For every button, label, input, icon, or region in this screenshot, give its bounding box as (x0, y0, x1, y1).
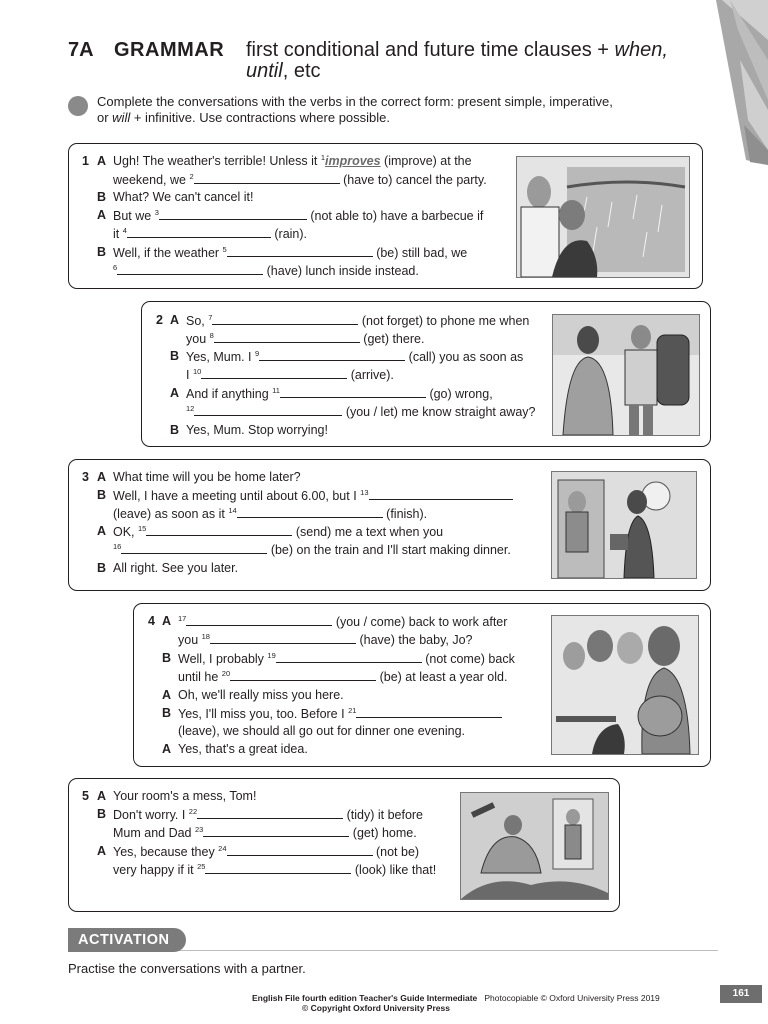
dialogue-line: $^{16}$ (be) on the train and I'll start making dinner. (113, 542, 511, 557)
answer-blank-7[interactable] (212, 311, 358, 325)
speaker-label: B (97, 807, 107, 821)
speaker-label: B (97, 245, 107, 259)
answer-blank-13[interactable] (369, 486, 513, 500)
dialogue-line: Yes, Mum. I $^9$ (call) you as soon as (186, 349, 524, 364)
speaker-label: B (97, 561, 107, 575)
speaker-label: A (170, 386, 180, 400)
activation-text: Practise the conversations with a partner. (68, 961, 306, 976)
speaker-label: A (162, 614, 172, 628)
dialogue-line: until he $^{20}$ (be) at least a year old. (178, 669, 508, 684)
illustration-messy-room (460, 792, 609, 900)
speaker-label: B (162, 651, 172, 665)
speaker-label: A (162, 688, 172, 702)
answer-blank-18[interactable] (210, 630, 356, 644)
speaker-label: A (170, 313, 180, 327)
answer-blank-2[interactable] (194, 170, 340, 184)
section-title: GRAMMAR (114, 39, 225, 61)
illustration-couple-at-door (551, 471, 697, 579)
dialogue-line: Well, if the weather $^5$ (be) still bad, we (113, 245, 468, 260)
dialogue-line: Well, I probably $^{19}$ (not come) back (178, 651, 515, 666)
dialogue-line: So, $^7$ (not forget) to phone me when (186, 313, 530, 328)
instruction-bullet-icon (68, 96, 88, 116)
answer-blank-5[interactable] (227, 243, 373, 257)
dialogue-line: Yes, that's a great idea. (178, 742, 308, 756)
dialogue-line: $^{17}$ (you / come) back to work after (178, 614, 508, 629)
speaker-label: A (97, 208, 107, 222)
dialogue-line: What? We can't cancel it! (113, 190, 254, 204)
answer-blank-4[interactable] (127, 224, 271, 238)
corner-fan-graphic (716, 0, 768, 165)
answer-blank-16[interactable] (121, 540, 267, 554)
dialogue-line: $^{12}$ (you / let) me know straight away? (186, 404, 536, 419)
page-heading (68, 39, 708, 82)
dialogue-line: Mum and Dad $^{23}$ (get) home. (113, 825, 417, 840)
dialogue-line: you $^{18}$ (have) the baby, Jo? (178, 632, 473, 647)
exercise-number: 2 (156, 313, 163, 327)
footer-copyright: © Copyright Oxford University Press (302, 1003, 450, 1013)
speaker-label: B (170, 349, 180, 363)
dialogue-line: Well, I have a meeting until about 6.00, but I $^{13}$ (113, 486, 513, 505)
illustration-office-colleagues (551, 615, 699, 755)
illustration-rainy-window (516, 156, 690, 278)
speaker-label: B (97, 488, 107, 502)
speaker-label: B (97, 190, 107, 204)
speaker-label: B (170, 423, 180, 437)
dialogue-line: OK, $^{15}$ (send) me a text when you (113, 524, 444, 539)
exercise-number: 5 (82, 789, 89, 803)
footer: English File fourth edition Teacher's Guide Intermediate Photocopiable © Oxford University Press 2019 (252, 993, 660, 1003)
dialogue-line: $^6$ (have) lunch inside instead. (113, 263, 419, 278)
answer-blank-20[interactable] (230, 667, 376, 681)
answer-blank-3[interactable] (159, 206, 307, 220)
example-answer: improves (324, 154, 381, 168)
dialogue-line: And if anything $^{11}$ (go) wrong, (186, 386, 493, 401)
illustration-mother-and-son (552, 314, 700, 436)
speaker-label: A (162, 742, 172, 756)
exercise-number: 1 (82, 154, 89, 168)
answer-blank-6[interactable] (117, 261, 263, 275)
exercise-4-panel (133, 603, 711, 767)
dialogue-line: Yes, Mum. Stop worrying! (186, 423, 328, 437)
answer-blank-10[interactable] (201, 365, 347, 379)
dialogue-line: Yes, because they $^{24}$ (not be) (113, 844, 420, 859)
exercise-1-panel (68, 143, 703, 289)
answer-blank-24[interactable] (227, 842, 373, 856)
dialogue-line: What time will you be home later? (113, 470, 301, 484)
speaker-label: A (97, 154, 107, 168)
exercise-3-panel (68, 459, 711, 591)
answer-blank-9[interactable] (259, 347, 405, 361)
grammar-topic: first conditional and future time clauses + when, until, etc (246, 39, 668, 82)
exercise-5-panel (68, 778, 620, 912)
answer-blank-19[interactable] (276, 649, 422, 663)
speaker-label: A (97, 789, 107, 803)
answer-blank-12[interactable] (194, 402, 342, 416)
instructions: Complete the conversations with the verbs in the correct form: present simple, imperative, or will + infinitive. Use contractions where possible. (97, 94, 613, 125)
answer-blank-25[interactable] (205, 860, 351, 874)
dialogue-line: weekend, we $^2$ (have to) cancel the party. (113, 172, 487, 187)
speaker-label: B (162, 706, 172, 720)
dialogue-line: I $^{10}$ (arrive). (186, 367, 394, 382)
unit-code: 7A (68, 39, 94, 61)
answer-blank-15[interactable] (146, 522, 292, 536)
answer-blank-8[interactable] (214, 329, 360, 343)
answer-blank-17[interactable] (186, 612, 332, 626)
dialogue-line: you $^8$ (get) there. (186, 331, 425, 346)
dialogue-line: Oh, we'll really miss you here. (178, 688, 344, 702)
answer-blank-14[interactable] (237, 504, 383, 518)
dialogue-line: (leave) as soon as it $^{14}$ (finish). (113, 506, 428, 521)
dialogue-line: (leave), we should all go out for dinner one evening. (178, 724, 465, 738)
dialogue-line: very happy if it $^{25}$ (look) like that! (113, 862, 437, 877)
exercise-number: 3 (82, 470, 89, 484)
dialogue-line: Ugh! The weather's terrible! Unless it $^1$improves (improve) at the (113, 153, 472, 168)
answer-blank-11[interactable] (280, 384, 426, 398)
dialogue-line: it $^4$ (rain). (113, 226, 308, 241)
activation-label: ACTIVATION (68, 928, 186, 952)
exercise-2-panel (141, 301, 711, 447)
dialogue-line: Don't worry. I $^{22}$ (tidy) it before (113, 807, 424, 822)
page-number: 161 (720, 985, 762, 1003)
exercise-number: 4 (148, 614, 155, 628)
dialogue-line: All right. See you later. (113, 561, 239, 575)
answer-blank-23[interactable] (203, 823, 349, 837)
dialogue-line: But we $^3$ (not able to) have a barbecue if (113, 208, 484, 223)
speaker-label: A (97, 844, 107, 858)
speaker-label: A (97, 470, 107, 484)
dialogue-line: Your room's a mess, Tom! (113, 789, 257, 803)
answer-blank-22[interactable] (197, 805, 343, 819)
speaker-label: A (97, 524, 107, 538)
answer-blank-21[interactable] (356, 704, 502, 718)
dialogue-line: Yes, I'll miss you, too. Before I $^{21}$ (178, 704, 502, 723)
